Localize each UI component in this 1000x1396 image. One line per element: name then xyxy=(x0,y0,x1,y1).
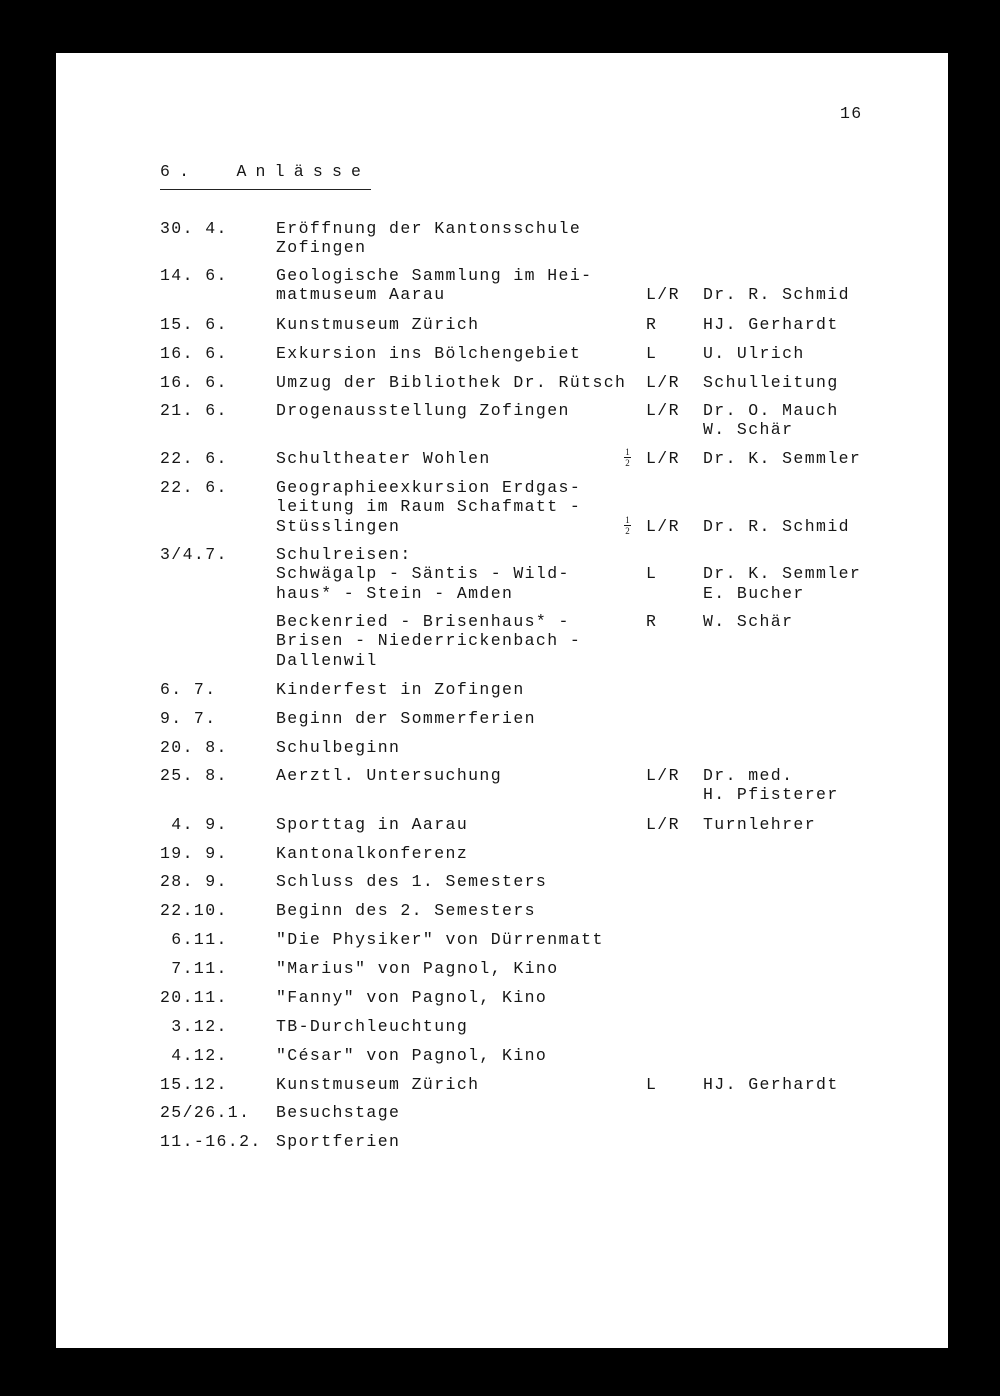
event-description-line: Schultheater Wohlen xyxy=(276,449,491,468)
event-description-line: Brisen - Niederrickenbach - xyxy=(276,631,582,651)
section-heading xyxy=(160,162,370,181)
event-description-line: TB-Durchleuchtung xyxy=(276,1017,469,1036)
event-description-line: Besuchstage xyxy=(276,1103,401,1122)
event-date: 16. 6. xyxy=(160,344,228,363)
event-description-line: leitung im Raum Schafmatt - xyxy=(276,497,582,517)
event-person: HJ. Gerhardt xyxy=(703,315,839,334)
event-date: 7.11. xyxy=(160,959,228,978)
event-code: L/R xyxy=(646,449,680,468)
event-description-line: Beginn der Sommerferien xyxy=(276,709,536,728)
event-person: Turnlehrer xyxy=(703,815,817,834)
event-description-line: "Fanny" von Pagnol, Kino xyxy=(276,988,548,1007)
event-code: L/R xyxy=(646,516,680,536)
event-date: 6. 7. xyxy=(160,680,217,699)
half-fraction xyxy=(624,448,631,467)
event-description-line: "César" von Pagnol, Kino xyxy=(276,1046,548,1065)
event-description-line: Geologische Sammlung im Hei- xyxy=(276,266,593,285)
event-date: 4. 9. xyxy=(160,815,228,834)
event-code: L xyxy=(646,344,658,363)
event-code: L xyxy=(646,1075,658,1094)
event-code: L xyxy=(646,564,658,584)
event-date: 9. 7. xyxy=(160,709,217,728)
event-date: 4.12. xyxy=(160,1046,228,1065)
event-description-line: Kinderfest in Zofingen xyxy=(276,680,525,699)
section-title: Anlässe xyxy=(236,162,371,181)
event-description-line: "Marius" von Pagnol, Kino xyxy=(276,959,559,978)
event-description-line: Dallenwil xyxy=(276,650,378,670)
event-description-line: Sporttag in Aarau xyxy=(276,815,469,834)
event-date: 15.12. xyxy=(160,1075,228,1094)
event-date: 15. 6. xyxy=(160,315,228,334)
event-date: 22. 6. xyxy=(160,478,228,497)
event-description-line: Kunstmuseum Zürich xyxy=(276,315,480,334)
event-date: 28. 9. xyxy=(160,872,228,891)
event-description-line: Aerztl. Untersuchung xyxy=(276,766,503,785)
document-page xyxy=(56,53,948,1348)
event-code: L/R xyxy=(646,766,680,785)
event-description-line: Beckenried - Brisenhaus* - xyxy=(276,612,570,631)
event-code: R xyxy=(646,315,658,334)
event-date: 22. 6. xyxy=(160,449,228,468)
page-number: 16 xyxy=(840,104,863,123)
event-date: 3/4.7. xyxy=(160,545,228,564)
event-code: L/R xyxy=(646,373,680,392)
event-date: 20.11. xyxy=(160,988,228,1007)
event-person: W. Schär xyxy=(703,420,794,440)
event-description-line: Kantonalkonferenz xyxy=(276,844,469,863)
event-person: E. Bucher xyxy=(703,583,805,603)
half-fraction xyxy=(624,516,631,535)
event-description-line: Beginn des 2. Semesters xyxy=(276,901,536,920)
event-date: 6.11. xyxy=(160,930,228,949)
event-date: 22.10. xyxy=(160,901,228,920)
event-date: 16. 6. xyxy=(160,373,228,392)
event-person: Dr. K. Semmler xyxy=(703,449,862,468)
event-date: 14. 6. xyxy=(160,266,228,285)
event-description-line: Schulbeginn xyxy=(276,738,401,757)
event-person: HJ. Gerhardt xyxy=(703,1075,839,1094)
event-description-line: Eröffnung der Kantonsschule xyxy=(276,219,582,238)
event-description-line: Exkursion ins Bölchengebiet xyxy=(276,344,582,363)
event-description-line: matmuseum Aarau xyxy=(276,285,446,305)
fraction-denominator: 2 xyxy=(625,458,630,468)
event-date: 25. 8. xyxy=(160,766,228,785)
event-person: Dr. med. xyxy=(703,766,794,785)
event-person: W. Schär xyxy=(703,612,794,631)
event-code: L/R xyxy=(646,285,680,305)
event-description-line: Geographieexkursion Erdgas- xyxy=(276,478,582,497)
event-code: L/R xyxy=(646,815,680,834)
event-date: 3.12. xyxy=(160,1017,228,1036)
event-date: 11.-16.2. xyxy=(160,1132,262,1151)
event-code: L/R xyxy=(646,401,680,420)
event-date: 30. 4. xyxy=(160,219,228,238)
event-description-line: Stüsslingen xyxy=(276,516,401,536)
event-person: U. Ulrich xyxy=(703,344,805,363)
event-person: Schulleitung xyxy=(703,373,839,392)
fraction-numerator: 1 xyxy=(625,447,630,457)
event-date: 21. 6. xyxy=(160,401,228,420)
event-description-line: Sportferien xyxy=(276,1132,401,1151)
event-person: H. Pfisterer xyxy=(703,785,839,805)
event-person: Dr. R. Schmid xyxy=(703,285,850,305)
event-person: Dr. K. Semmler xyxy=(703,564,862,584)
event-description-line: Drogenausstellung Zofingen xyxy=(276,401,570,420)
fraction-denominator: 2 xyxy=(625,525,630,536)
event-description-line: Schulreisen: xyxy=(276,545,412,564)
event-person: Dr. R. Schmid xyxy=(703,516,850,536)
event-description-line: Schluss des 1. Semesters xyxy=(276,872,548,891)
event-description-line: Kunstmuseum Zürich xyxy=(276,1075,480,1094)
fraction-numerator: 1 xyxy=(625,514,630,525)
event-description-line: Zofingen xyxy=(276,238,367,258)
event-date: 25/26.1. xyxy=(160,1103,251,1122)
event-description-line: haus* - Stein - Amden xyxy=(276,583,514,603)
event-description-line: "Die Physiker" von Dürrenmatt xyxy=(276,930,604,949)
event-date: 20. 8. xyxy=(160,738,228,757)
event-code: R xyxy=(646,612,658,631)
event-description-line: Umzug der Bibliothek Dr. Rütsch xyxy=(276,373,627,392)
event-date: 19. 9. xyxy=(160,844,228,863)
event-description-line: Schwägalp - Säntis - Wild- xyxy=(276,564,570,584)
heading-underline xyxy=(160,189,371,190)
section-number: 6. xyxy=(160,162,199,181)
event-person: Dr. O. Mauch xyxy=(703,401,839,420)
